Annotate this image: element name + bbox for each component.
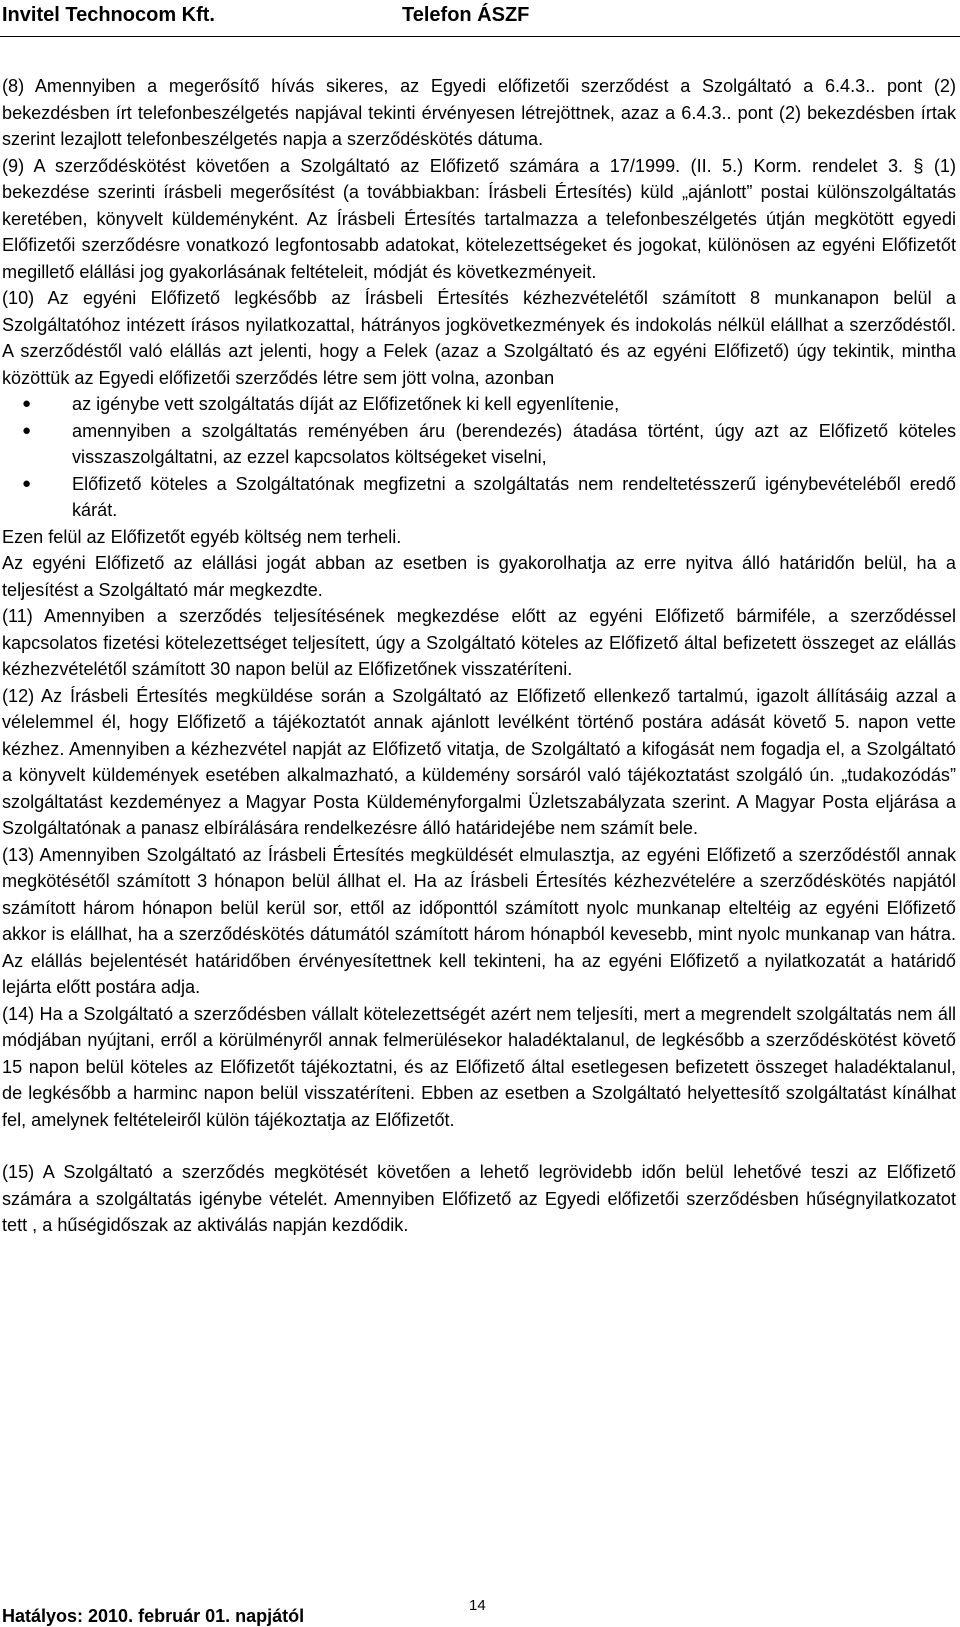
paragraph-9: (9) A szerződéskötést követően a Szolgáltató az Előfizető számára a 17/1999. (II. 5.) Korm. rendelet 3. § (1) bekezdése szerinti írásbeli megerősítést (a továbbiakban: Írásbeli Értesítés) küld „ajánlott” postai különszolgáltatás keretében, könyvelt küldeményként. Az Írásbeli Értesítés tartalmazza a telefonbeszélgetés útján megkötött egyedi Előfizetői szerződésre vonatkozó legfontosabb adatokat, kötelezettségeket és jogokat, különösen az egyéni Előfizetőt megillető elállási jog gyakorlásának feltételeit, módját és következményeit. — [2, 155, 956, 282]
paragraph-15: (15) A Szolgáltató a szerződés megkötését követően a lehető legrövidebb időn belül lehetővé teszi az Előfizető számára a szolgáltatás igénybe vételét. Amennyiben Előfizető az Egyedi előfizetői szerződésben hűségnyilatkozatot tett , a hűségidőszak az aktiválás napján kezdődik. — [2, 1162, 956, 1235]
bullet-icon: ● — [22, 474, 32, 492]
paragraph-10: (10) Az egyéni Előfizető legkésőbb az Írásbeli Értesítés kézhezvételétől számított 8 munkanapon belül a Szolgáltatóhoz intézett írásos nyilatkozattal, hátrányos jogkövetkezmények és indokolás nélkül elállhat a szerződéstől. A szerződéstől való elállás azt jelenti, hogy a Felek (azaz a Szolgáltató és az egyéni Előfizető) úgy tekintik, mintha közöttük az Egyedi előfizetői szerződés létre sem jött volna, azonban — [2, 288, 956, 388]
paragraph-8: (8) Amennyiben a megerősítő hívás sikeres, az Egyedi előfizetői szerződést a Szolgáltató a 6.4.3.. pont (2) bekezdésben írt telefonbeszélgetés napjával tekinti érvényesen létrejöttnek, azaz a 6.4.3.. pont (2) bekezdésben írtak szerint lezajlott telefonbeszélgetés napja a szerződéskötés dátuma. — [2, 76, 956, 149]
list-item — [2, 391, 956, 418]
paragraph-12: (12) Az Írásbeli Értesítés megküldése során a Szolgáltató az Előfizető ellenkező tartalmú, igazolt állításáig azzal a vélelemmel él, hogy Előfizető a tájékoztatót annak ajánlott levélként történő postára adását követő 5. napon vette kézhez. Amennyiben a kézhezvétel napját az Előfizető vitatja, de Szolgáltató a kifogását nem fogadja el, a Szolgáltató a könyvelt küldemények esetében alkalmazható, a küldemény sorsáról való tájékoztatást szolgáló ún. „tudakozódás” szolgáltatást kezdeményez a Magyar Posta Küldeményforgalmi Üzletszabályzata szerint. A Magyar Posta eljárása a Szolgáltatónak a panasz elbírálására rendelkezésre álló határidejébe nem számít bele. — [2, 685, 956, 838]
paragraph-11: (11) Amennyiben a szerződés teljesítésének megkezdése előtt az egyéni Előfizető bármiféle, a szerződéssel kapcsolatos fizetési kötelezettséget teljesített, úgy a Szolgáltató köteles az Előfizető által befizetett összeget az elállás kézhezvételétől számított 30 napon belül az Előfizetőnek visszatéríteni. — [2, 606, 956, 679]
paragraph-13: (13) Amennyiben Szolgáltató az Írásbeli Értesítés megküldését elmulasztja, az egyéni Előfizető a szerződéstől annak megkötésétől számított 3 hónapon belül állhat el. Ha az Írásbeli Értesítés kézhezvételére a szerződéskötés napjától számított három hónapon belül kerül sor, ettől az időponttól számított nyolc munkanap elteltéig az egyéni Előfizető akkor is elállhat, ha a szerződéskötés dátumától számított három hónapból kevesebb, mint nyolc munkanap van hátra. Az elállás bejelentését határidőben érvényesítettnek kell tekinteni, ha az egyéni Előfizető a nyilatkozatát a határidő lejárta előtt postára adja. — [2, 844, 956, 997]
page-number: 14 — [469, 1597, 486, 1614]
page-header — [0, 0, 960, 37]
list-item-text: amennyiben a szolgáltatás reményében áru (berendezés) átadása történt, úgy azt az Előfizető köteles visszaszolgáltatni, az ezzel kapcsolatos költségeket viselni, — [72, 420, 956, 467]
bullet-icon: ● — [22, 395, 32, 412]
company-name: Invitel Technocom Kft. — [2, 4, 215, 26]
document-title: Telefon ÁSZF — [402, 4, 530, 26]
paragraph-10-note-costs: Ezen felül az Előfizetőt egyéb költség nem terheli. — [2, 526, 402, 547]
document-body — [2, 73, 956, 1239]
paragraph-spacer — [2, 1133, 956, 1159]
list-item — [2, 471, 956, 524]
list-item-text: Előfizető köteles a Szolgáltatónak megfizetni a szolgáltatás nem rendeltetésszerű igénybevételéből eredő kárát. — [72, 473, 956, 520]
list-item-text: az igénybe vett szolgáltatás díját az Előfizetőnek ki kell egyenlítenie, — [72, 394, 620, 414]
bullet-list — [2, 391, 956, 524]
page-footer — [0, 1578, 960, 1627]
paragraph-10-note-withdrawal: Az egyéni Előfizető az elállási jogát abban az esetben is gyakorolhatja az erre nyitva álló határidőn belül, ha a teljesítést a Szolgáltató már megkezdte. — [2, 553, 956, 600]
list-item — [2, 418, 956, 471]
effective-date: Hatályos: 2010. február 01. napjától — [2, 1606, 305, 1626]
paragraph-14: (14) Ha a Szolgáltató a szerződésben vállalt kötelezettségét azért nem teljesíti, mert a megrendelt szolgáltatás nem áll módjában nyújtani, erről a körülményről annak felmerülésekor haladéktalanul, de legkésőbb a szerződéskötést követő 15 napon belül köteles az Előfizetőt tájékoztatni, és az Előfizető által esetlegesen befizetett összeget haladéktalanul, de legkésőbb a harminc napon belül visszatéríteni. Ebben az esetben a Szolgáltató helyettesítő szolgáltatást kínálhat fel, amelynek feltételeiről külön tájékoztatja az Előfizetőt. — [2, 1003, 956, 1130]
bullet-icon: ● — [22, 421, 32, 439]
